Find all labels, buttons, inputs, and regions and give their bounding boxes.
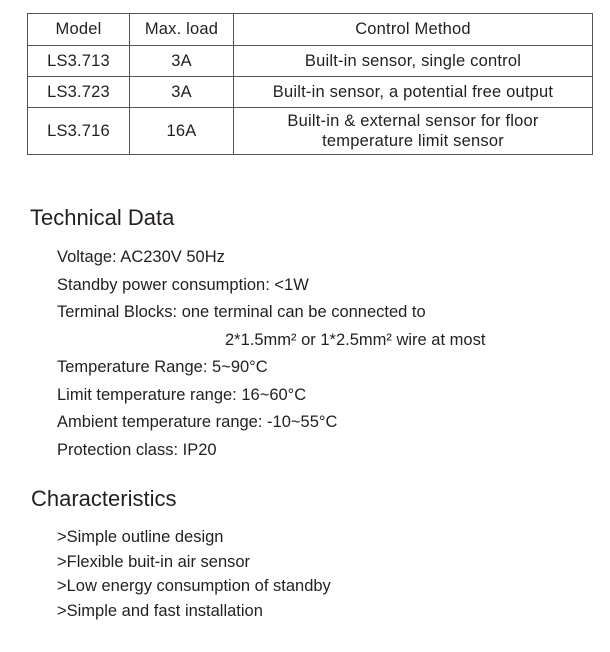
cell-max-load: 16A <box>130 108 234 155</box>
technical-data-heading: Technical Data <box>30 205 175 230</box>
cell-max-load: 3A <box>130 77 234 108</box>
cell-control-method: Built-in sensor, a potential free output <box>234 77 593 108</box>
cell-control-method: Built-in & external sensor for floor temperature limit sensor <box>234 108 593 155</box>
model-table <box>27 13 593 155</box>
list-item: Protection class: IP20 <box>57 440 217 459</box>
list-item: 2*1.5mm² or 1*2.5mm² wire at most <box>225 330 486 349</box>
table-row <box>28 46 593 77</box>
cell-control-method: Built-in sensor, single control <box>234 46 593 77</box>
cell-max-load: 3A <box>130 46 234 77</box>
cell-model: LS3.723 <box>28 77 130 108</box>
list-item: >Low energy consumption of standby <box>57 577 331 596</box>
characteristics-list <box>57 525 331 623</box>
header-control-method: Control Method <box>234 14 593 46</box>
list-item: Terminal Blocks: one terminal can be connected to <box>57 303 426 321</box>
cell-model: LS3.713 <box>28 46 130 77</box>
technical-data-list <box>57 244 485 464</box>
list-item: >Flexible buit-in air sensor <box>57 552 251 571</box>
list-item: Voltage: AC230V 50Hz <box>57 248 225 266</box>
list-item: Standby power consumption: <1W <box>57 275 309 294</box>
table-row <box>28 108 593 155</box>
list-item: Ambient temperature range: -10~55°C <box>57 413 338 431</box>
cell-model: LS3.716 <box>28 108 130 155</box>
list-item: Temperature Range: 5~90°C <box>57 358 268 376</box>
table-row <box>28 77 593 108</box>
list-item: Limit temperature range: 16~60°C <box>57 385 307 404</box>
characteristics-heading: Characteristics <box>31 486 177 511</box>
list-item: >Simple outline design <box>57 528 224 546</box>
header-model: Model <box>28 14 130 46</box>
table-header-row <box>28 14 593 46</box>
header-max-load: Max. load <box>130 14 234 46</box>
list-item: >Simple and fast installation <box>57 601 263 620</box>
